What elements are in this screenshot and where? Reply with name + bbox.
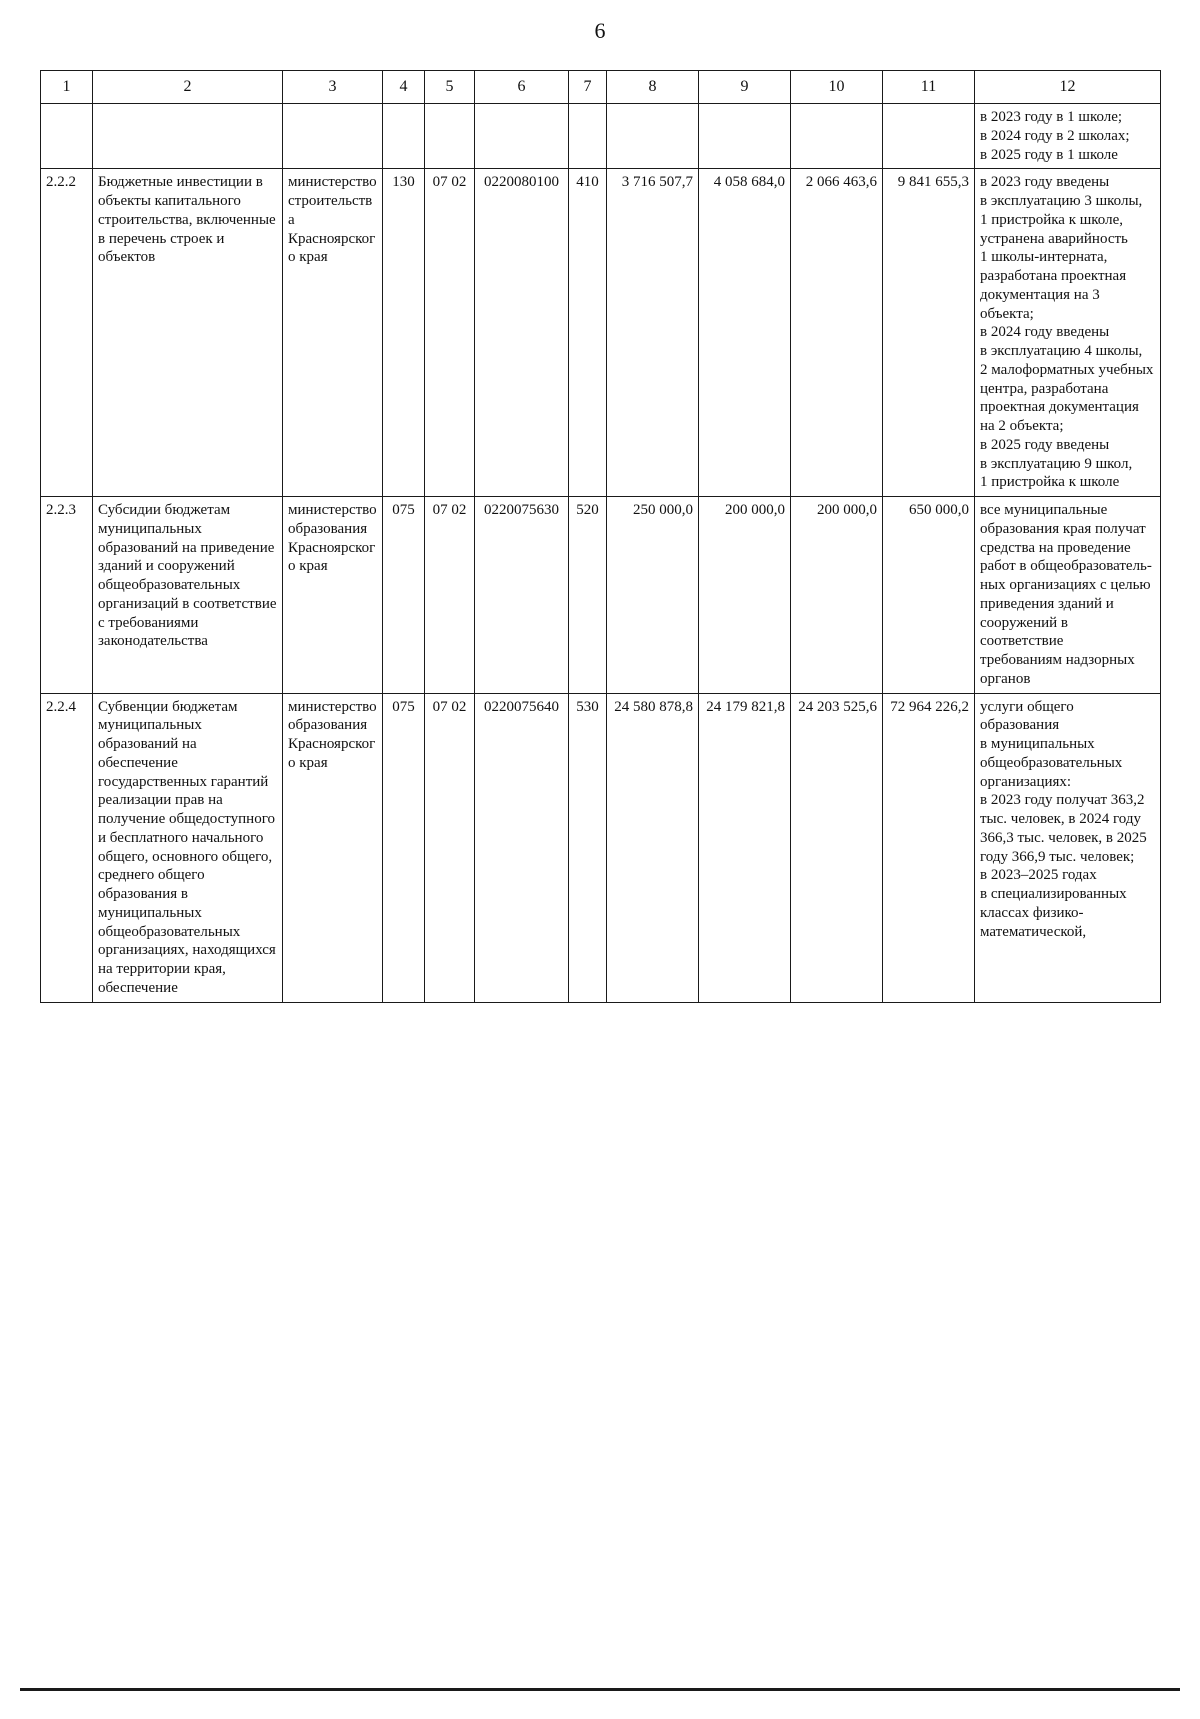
vr-code-cell: 410	[569, 169, 607, 497]
column-header: 8	[607, 71, 699, 104]
measure-name-cell	[93, 104, 283, 169]
expected-result-cell: услуги общего образования в муниципальных общеобразовательных организациях: в 2023 году получат 363,2 тыс. человек, в 2024 году 366,3 тыс. человек, в 2025 году 366,9 тыс. человек; в 2023–2025 годах в специализированных классах физико- математической,	[975, 693, 1161, 1002]
row-number-cell: 2.2.4	[41, 693, 93, 1002]
amount-2023-cell: 3 716 507,7	[607, 169, 699, 497]
column-header: 9	[699, 71, 791, 104]
administrator-cell	[283, 104, 383, 169]
vr-code-cell: 520	[569, 497, 607, 694]
csr-code-cell	[475, 104, 569, 169]
table-row-2-2-3	[41, 497, 1161, 694]
administrator-cell: министерство образования Красноярского края	[283, 497, 383, 694]
program-table-container	[40, 70, 1160, 1003]
column-header: 4	[383, 71, 425, 104]
measure-name-cell: Субсидии бюджетам муниципальных образований на приведение зданий и сооружений общеобразовательных организаций в соответствие с требованиями законодательства	[93, 497, 283, 694]
measure-name-cell: Бюджетные инвестиции в объекты капитального строительства, включенные в перечень строек и объектов	[93, 169, 283, 497]
amount-2025-cell	[791, 104, 883, 169]
scan-edge-line	[20, 1688, 1180, 1691]
grbs-code-cell: 075	[383, 497, 425, 694]
vr-code-cell	[569, 104, 607, 169]
measure-name-cell: Субвенции бюджетам муниципальных образований на обеспечение государственных гарантий реализации прав на получение общедоступного и бесплатного начального общего, основного общего, среднего общего образования в муниципальных общеобразовательных организациях, находящихся на территории края, обеспечение	[93, 693, 283, 1002]
administrator-cell: министерство строительства Красноярского края	[283, 169, 383, 497]
vr-code-cell: 530	[569, 693, 607, 1002]
amount-total-cell: 9 841 655,3	[883, 169, 975, 497]
table-row-continuation	[41, 104, 1161, 169]
column-header: 5	[425, 71, 475, 104]
amount-2024-cell: 200 000,0	[699, 497, 791, 694]
row-number-cell: 2.2.2	[41, 169, 93, 497]
rzpr-code-cell: 07 02	[425, 169, 475, 497]
amount-2023-cell	[607, 104, 699, 169]
row-number-cell	[41, 104, 93, 169]
row-number-cell: 2.2.3	[41, 497, 93, 694]
amount-2024-cell: 4 058 684,0	[699, 169, 791, 497]
column-header: 10	[791, 71, 883, 104]
amount-2024-cell	[699, 104, 791, 169]
rzpr-code-cell: 07 02	[425, 693, 475, 1002]
column-header: 3	[283, 71, 383, 104]
administrator-cell: министерство образования Красноярского края	[283, 693, 383, 1002]
csr-code-cell: 0220080100	[475, 169, 569, 497]
grbs-code-cell	[383, 104, 425, 169]
amount-2025-cell: 2 066 463,6	[791, 169, 883, 497]
expected-result-cell: все муниципальные образования края получат средства на проведение работ в общеобразователь- ных организациях с целью приведения зданий и сооружений в соответствие требованиям надзорных органов	[975, 497, 1161, 694]
rzpr-code-cell: 07 02	[425, 497, 475, 694]
amount-2024-cell: 24 179 821,8	[699, 693, 791, 1002]
table-row-2-2-2	[41, 169, 1161, 497]
column-header: 6	[475, 71, 569, 104]
column-header: 2	[93, 71, 283, 104]
amount-total-cell: 72 964 226,2	[883, 693, 975, 1002]
amount-2023-cell: 24 580 878,8	[607, 693, 699, 1002]
table-row-2-2-4	[41, 693, 1161, 1002]
expected-result-cell: в 2023 году введены в эксплуатацию 3 школы, 1 пристройка к школе, устранена аварийность 1 школы-интерната, разработана проектная документация на 3 объекта; в 2024 году введены в эксплуатацию 4 школы, 2 малоформатных учебных центра, разработана проектная документация на 2 объекта; в 2025 году введены в эксплуатацию 9 школ, 1 пристройка к школе	[975, 169, 1161, 497]
column-header: 11	[883, 71, 975, 104]
column-header: 1	[41, 71, 93, 104]
page-number: 6	[594, 18, 606, 43]
grbs-code-cell: 130	[383, 169, 425, 497]
program-table	[40, 70, 1161, 1003]
amount-total-cell	[883, 104, 975, 169]
csr-code-cell: 0220075640	[475, 693, 569, 1002]
expected-result-cell: в 2023 году в 1 школе; в 2024 году в 2 школах; в 2025 году в 1 школе	[975, 104, 1161, 169]
csr-code-cell: 0220075630	[475, 497, 569, 694]
amount-2025-cell: 24 203 525,6	[791, 693, 883, 1002]
amount-total-cell: 650 000,0	[883, 497, 975, 694]
amount-2025-cell: 200 000,0	[791, 497, 883, 694]
amount-2023-cell: 250 000,0	[607, 497, 699, 694]
column-number-row	[41, 71, 1161, 104]
column-header: 12	[975, 71, 1161, 104]
column-header: 7	[569, 71, 607, 104]
rzpr-code-cell	[425, 104, 475, 169]
grbs-code-cell: 075	[383, 693, 425, 1002]
